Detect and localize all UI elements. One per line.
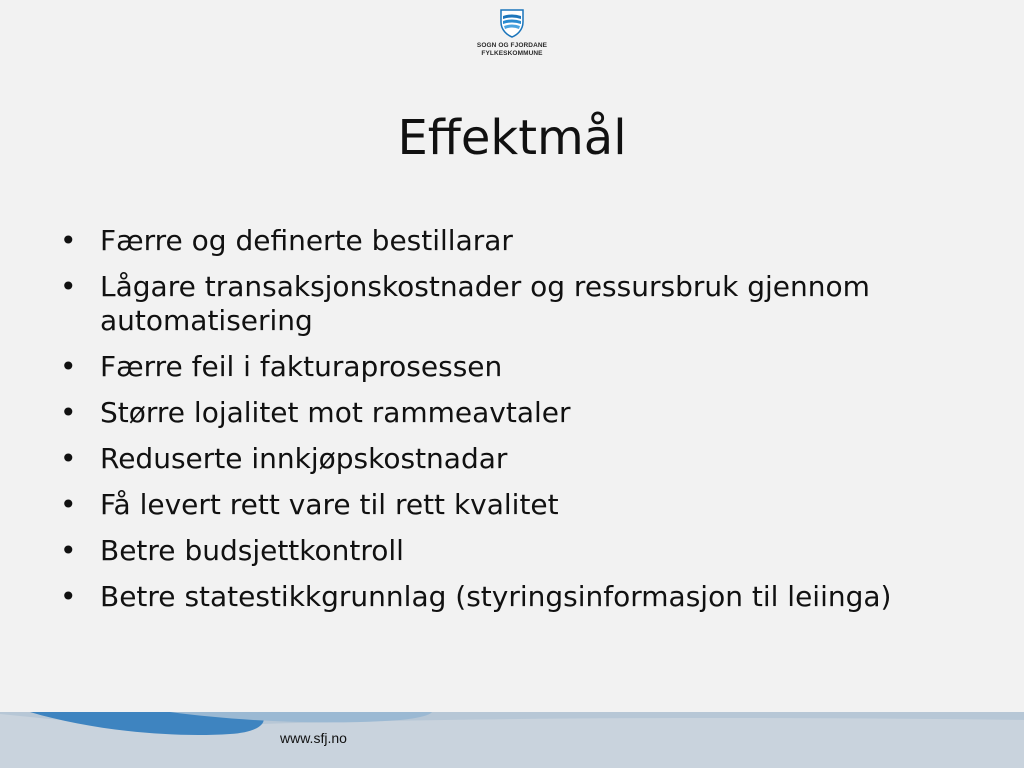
bullet-text: Større lojalitet mot rammeavtaler [100,396,571,429]
bullet-item [60,224,960,258]
bullet-list [60,224,960,626]
bullet-dot-icon: • [60,224,77,257]
bullet-item [60,442,960,476]
bullet-item [60,580,960,614]
bullet-text: Lågare transaksjonskostnader og ressursbruk gjennom automatisering [100,270,870,337]
bullet-item [60,534,960,568]
bullet-item [60,270,960,338]
footer-url: www.sfj.no [280,730,347,746]
slide-title: Effektmål [397,110,627,166]
bullet-dot-icon: • [60,270,77,303]
bullet-text: Få levert rett vare til rett kvalitet [100,488,559,521]
bullet-text: Reduserte innkjøpskostnadar [100,442,508,475]
shield-logo-icon [499,8,525,38]
logo [462,8,562,70]
bullet-dot-icon: • [60,534,77,567]
logo-line-2: FYLKESKOMMUNE [481,50,543,57]
bullet-item [60,350,960,384]
bullet-item [60,488,960,522]
bullet-text: Betre budsjettkontroll [100,534,404,567]
bullet-text: Betre statestikkgrunnlag (styringsinformasjon til leiinga) [100,580,892,613]
bullet-dot-icon: • [60,396,77,429]
bullet-dot-icon: • [60,442,77,475]
logo-line-1: SOGN OG FJORDANE [476,42,548,49]
footer-wave-band [0,690,1024,768]
bullet-item [60,396,960,430]
bullet-text: Færre feil i fakturaprosessen [100,350,503,383]
bullet-dot-icon: • [60,350,77,383]
bullet-dot-icon: • [60,488,77,521]
bullet-text: Færre og definerte bestillarar [100,224,513,257]
bullet-dot-icon: • [60,580,77,613]
logo-text [462,42,562,58]
